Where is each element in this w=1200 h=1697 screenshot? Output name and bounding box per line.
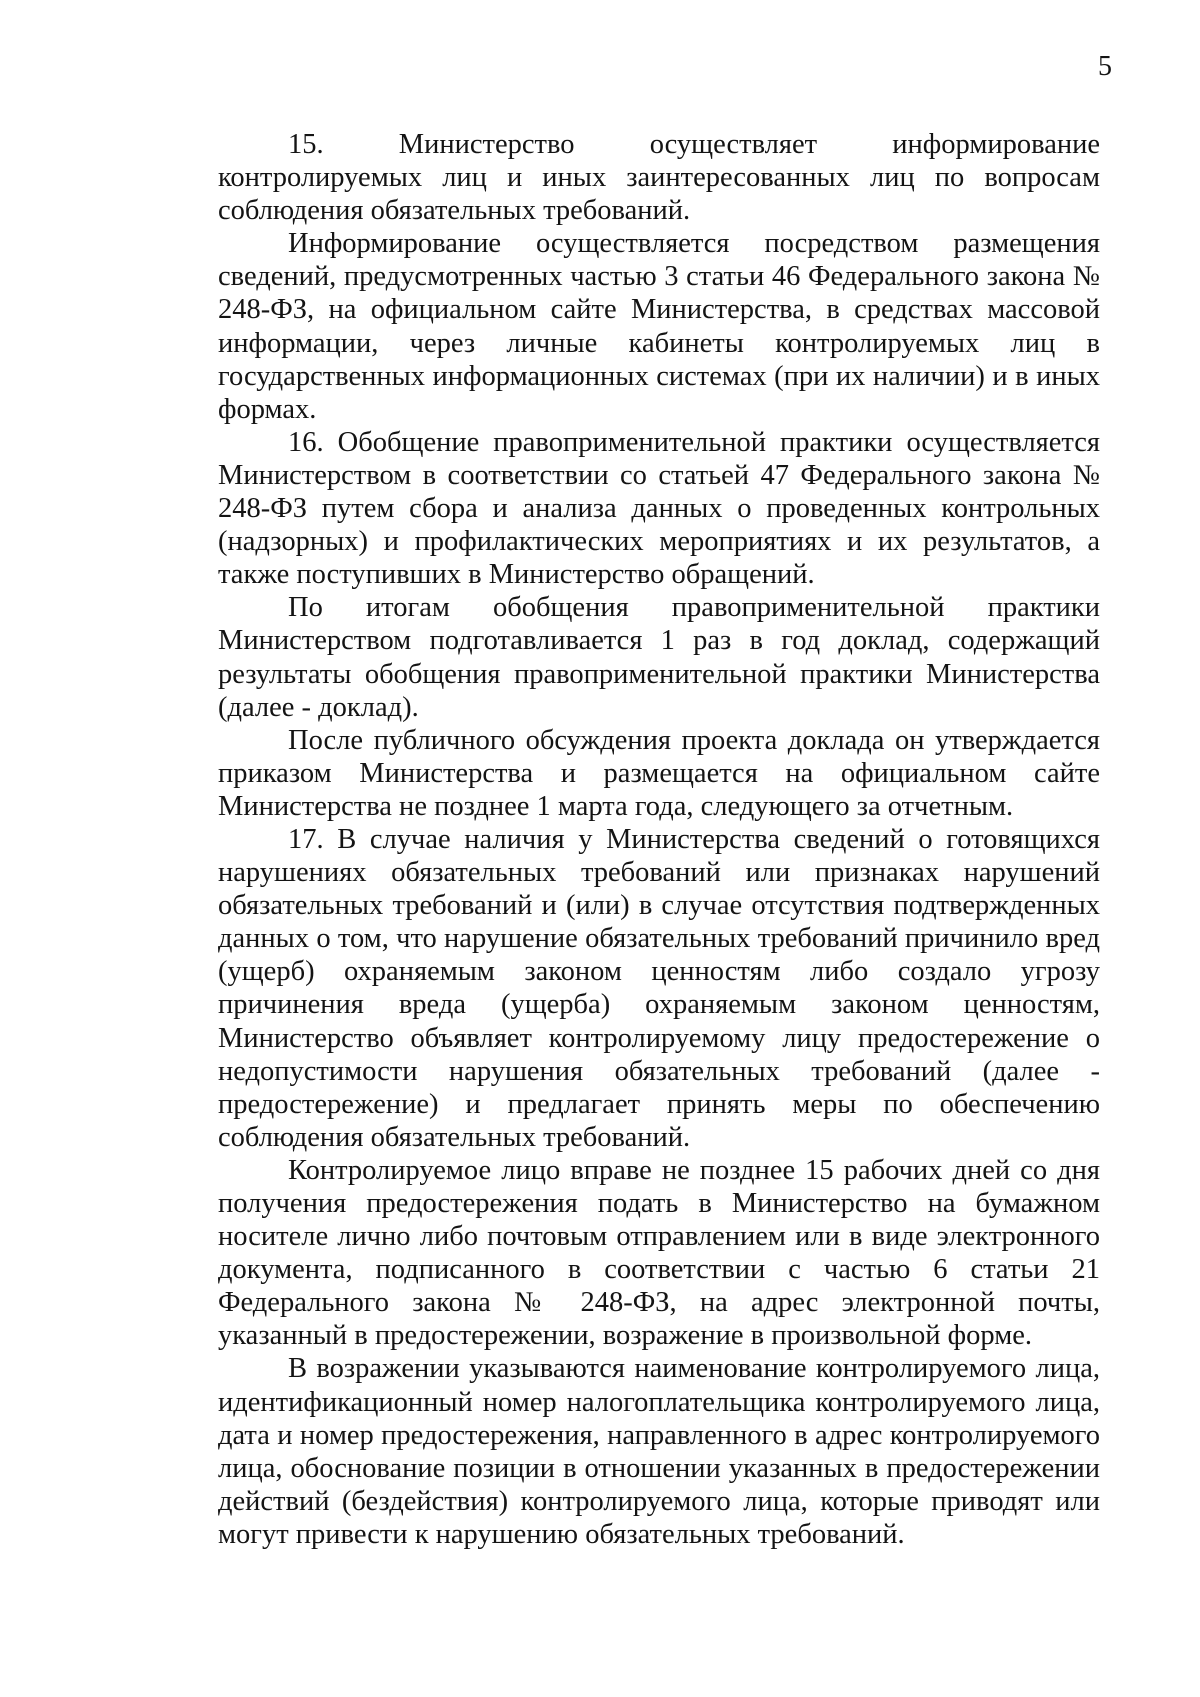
- paragraph-item-17: 17. В случае наличия у Министерства сведений о готовящихся нарушениях обязательных требований или признаках нарушений обязательных требований и (или) в случае отсутствия подтвержденных данных о том, что нарушение обязательных требований причинило вред (ущерб) охраняемым законом ценностям либо создало угрозу причинения вреда (ущерба) охраняемым законом ценностям, Министерство объявляет контролируемому лицу предостережение о недопустимости нарушения обязательных требований (далее - предостережение) и предлагает принять меры по обеспечению соблюдения обязательных требований.: [218, 823, 1100, 1153]
- paragraph-item-16: 16. Обобщение правоприменительной практики осуществляется Министерством в соответствии со статьей 47 Федерального закона № 248-ФЗ путем сбора и анализа данных о проведенных контрольных (надзорных) и профилактических мероприятиях и их результатов, а также поступивших в Министерство обращений.: [218, 426, 1100, 591]
- paragraph-informing: Информирование осуществляется посредством размещения сведений, предусмотренных частью 3 статьи 46 Федерального закона № 248-ФЗ, на официальном сайте Министерства, в средствах массовой информации, через личные кабинеты контролируемых лиц в государственных информационных системах (при их наличии) и в иных формах.: [218, 228, 1100, 425]
- paragraph-report: По итогам обобщения правоприменительной практики Министерством подготавливается 1 раз в год доклад, содержащий результаты обобщения правоприменительной практики Министерства (далее - доклад).: [218, 592, 1100, 723]
- paragraph-report-approval: После публичного обсуждения проекта доклада он утверждается приказом Министерства и размещается на официальном сайте Министерства не позднее 1 марта года, следующего за отчетным.: [218, 724, 1100, 822]
- paragraph-objection-content: В возражении указываются наименование контролируемого лица, идентификационный номер налогоплательщика контролируемого лица, дата и номер предостережения, направленного в адрес контролируемого лица, обоснование позиции в отношении указанных в предостережении действий (бездействия) контролируемого лица, которые приводят или могут привести к нарушению обязательных требований.: [218, 1353, 1100, 1550]
- paragraph-item-15: 15. Министерство осуществляет информирование контролируемых лиц и иных заинтересованных лиц по вопросам соблюдения обязательных требований.: [218, 129, 1100, 227]
- document-body: [218, 128, 1100, 1551]
- paragraph-objection-right: Контролируемое лицо вправе не позднее 15 рабочих дней со дня получения предостережения подать в Министерство на бумажном носителе лично либо почтовым отправлением или в виде электронного документа, подписанного в соответствии с частью 6 статьи 21 Федерального закона № 248-ФЗ, на адрес электронной почты, указанный в предостережении, возражение в произвольной форме.: [218, 1154, 1100, 1352]
- page-number: 5: [1098, 51, 1112, 82]
